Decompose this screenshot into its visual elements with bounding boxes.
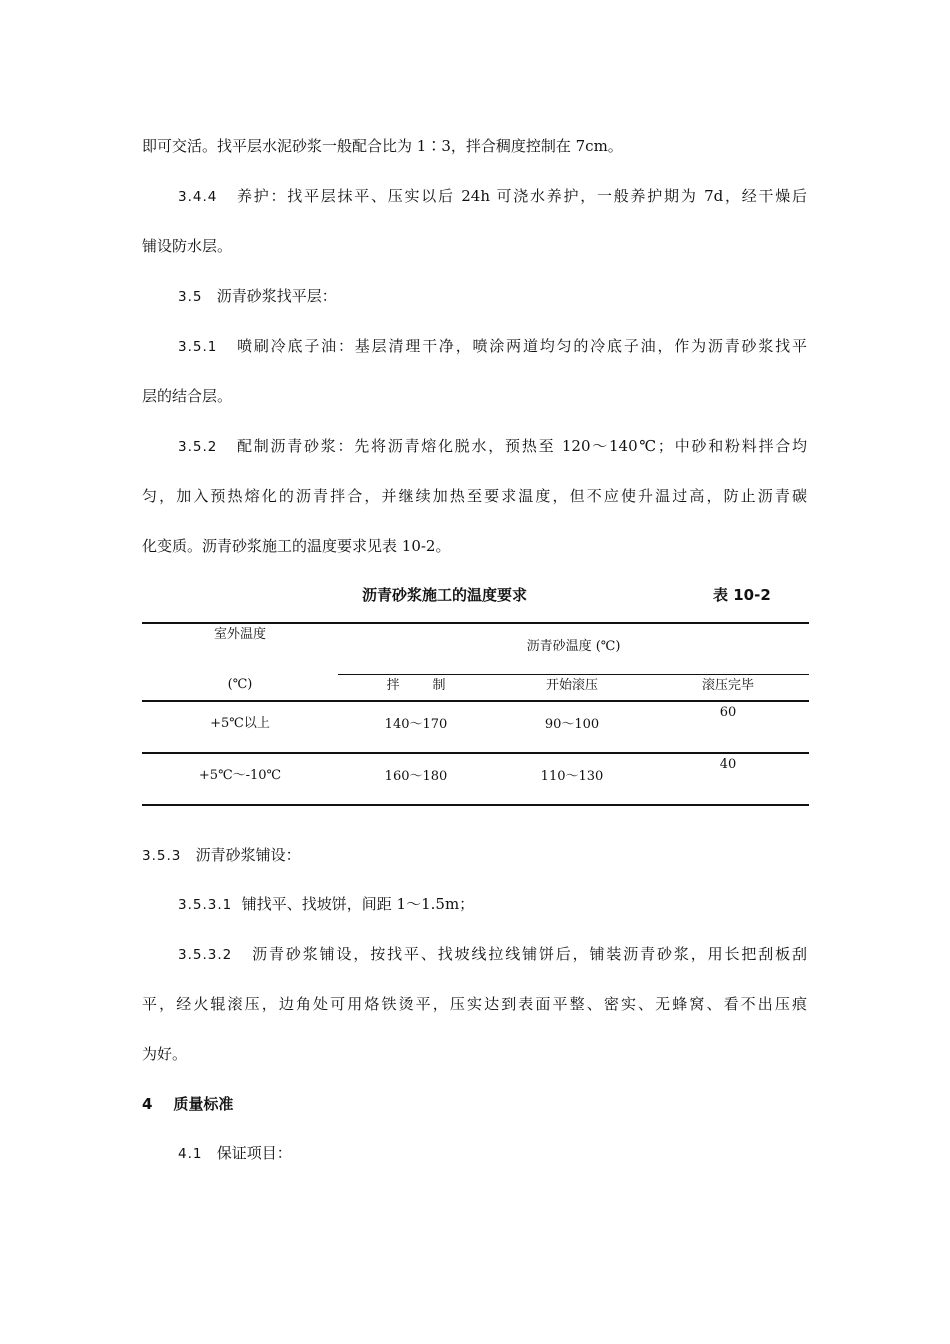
paragraph-text: 即可交活。找平层水泥砂浆一般配合比为 1∶3，拌合稠度控制在 7cm。	[142, 137, 623, 155]
header-outdoor-unit: (℃)	[227, 677, 253, 692]
paragraph-line	[142, 994, 807, 1014]
paragraph-text: 养护：找平层抹平、压实以后 24h 可浇水养护，一般养护期为 7d，经干燥后	[236, 187, 808, 205]
cell-outdoor: +5℃～-10℃	[198, 768, 282, 783]
table-row-rule	[142, 752, 809, 754]
heading-4-1	[178, 1143, 292, 1164]
paragraph-3-5-1	[142, 336, 807, 357]
table-title: 沥青砂浆施工的温度要求	[362, 586, 528, 604]
table-header-bottom-rule	[142, 700, 809, 702]
paragraph-line	[142, 186, 807, 207]
cell-outdoor: +5℃以上	[210, 716, 270, 731]
paragraph-line	[142, 486, 807, 506]
header-outdoor-temp: 室外温度	[213, 627, 266, 642]
paragraph-3-5-3-2	[142, 944, 807, 965]
section-number: 4.1	[178, 1146, 203, 1162]
table-top-rule	[142, 622, 809, 624]
cell-mix: 160～180	[384, 769, 448, 784]
paragraph-line	[142, 536, 450, 556]
table-header-sub-rule	[338, 674, 809, 675]
paragraph-continued	[142, 136, 623, 156]
section-number: 3.5.3.2	[178, 947, 233, 963]
heading-3-5	[178, 286, 337, 307]
header-mix: 拌 制	[386, 678, 446, 693]
paragraph-line	[142, 236, 232, 256]
section-number: 3.5.2	[178, 439, 218, 455]
cell-end-roll: 60	[719, 705, 737, 720]
header-asphalt-temp: 沥青砂温度 (℃)	[526, 639, 621, 654]
paragraph-line	[142, 436, 807, 457]
paragraph-text: 配制沥青砂浆：先将沥青熔化脱水，预热至 120～140℃；中砂和粉料拌合均	[236, 437, 807, 455]
cell-start-roll: 110～130	[540, 769, 604, 784]
heading-text: 沥青砂浆找平层：	[216, 287, 337, 305]
section-number: 3.5.1	[178, 339, 218, 355]
paragraph-text: 铺设防水层。	[142, 237, 233, 255]
heading-4	[142, 1094, 233, 1114]
paragraph-text: 铺找平、找坡饼，间距 1～1.5m；	[241, 895, 475, 913]
paragraph-text: 喷刷冷底子油：基层清理干净，喷涂两道均匀的冷底子油，作为沥青砂浆找平	[237, 337, 807, 355]
table-number: 表 10-2	[713, 586, 771, 604]
paragraph-text: 层的结合层。	[142, 387, 233, 405]
paragraph-text: 匀，加入预热熔化的沥青拌合，并继续加热至要求温度，但不应使升温过高，防止沥青碳	[142, 487, 807, 505]
heading-text: 质量标准	[173, 1095, 234, 1113]
cell-end-roll: 40	[719, 757, 737, 772]
paragraph-line	[142, 1044, 187, 1064]
paragraph-text: 沥青砂浆铺设，按找平、找坡线拉线铺饼后，铺装沥青砂浆，用长把刮板刮	[252, 945, 807, 963]
paragraph-line	[142, 336, 807, 357]
section-number: 3.5	[178, 289, 203, 305]
paragraph-line	[142, 386, 232, 406]
header-end-roll: 滚压完毕	[701, 678, 754, 693]
header-start-roll: 开始滚压	[545, 678, 598, 693]
paragraph-text: 化变质。沥青砂浆施工的温度要求见表 10-2。	[142, 537, 451, 555]
paragraph-3-5-2	[142, 436, 807, 457]
paragraph-line	[142, 944, 807, 965]
cell-start-roll: 90～100	[544, 717, 600, 732]
cell-mix: 140～170	[384, 717, 448, 732]
section-number: 3.5.3	[142, 848, 182, 864]
heading-3-5-3	[142, 845, 301, 866]
paragraph-text: 平，经火辊滚压，边角处可用烙铁烫平，压实达到表面平整、密实、无蜂窝、看不出压痕	[142, 995, 807, 1013]
heading-text: 沥青砂浆铺设：	[195, 846, 301, 864]
paragraph-3-4-4	[142, 186, 807, 207]
section-number: 3.4.4	[178, 189, 218, 205]
table-bottom-rule	[142, 804, 809, 806]
section-number: 4	[142, 1095, 153, 1113]
heading-text: 保证项目：	[216, 1144, 292, 1162]
section-number: 3.5.3.1	[178, 897, 233, 913]
paragraph-text: 为好。	[142, 1045, 188, 1063]
paragraph-3-5-3-1	[178, 894, 474, 915]
